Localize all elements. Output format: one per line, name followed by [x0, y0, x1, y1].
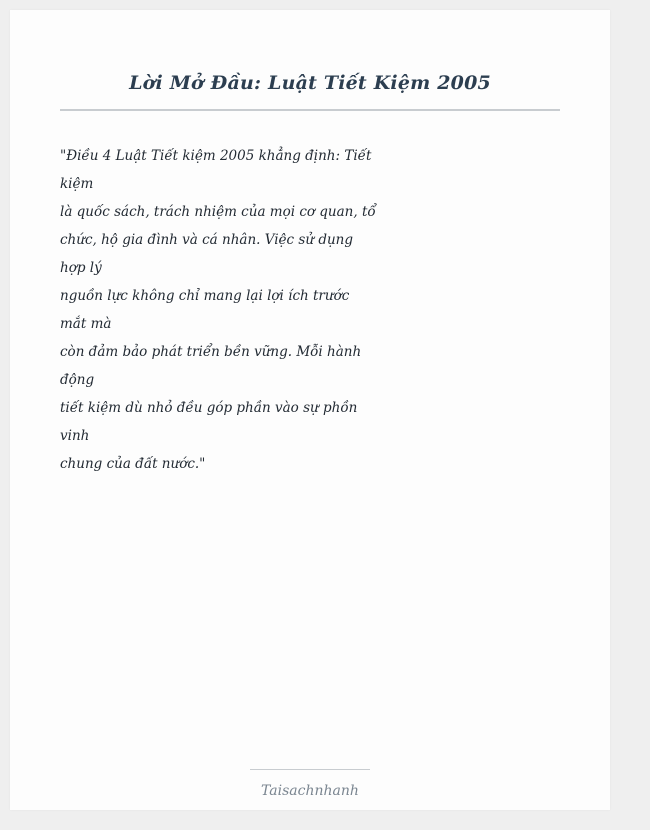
title-divider: [60, 109, 560, 111]
quote-line: động: [60, 372, 95, 388]
quote-line: hợp lý: [60, 260, 102, 276]
footer-credit: Taisachnhanh: [261, 783, 359, 799]
quote-line: tiết kiệm dù nhỏ đều góp phần vào sự phồn: [60, 400, 358, 416]
quote-line: còn đảm bảo phát triển bền vững. Mỗi hành: [60, 344, 362, 360]
quote-line: mắt mà: [60, 316, 112, 332]
footer-divider: [250, 769, 370, 770]
quote-line: chung của đất nước.": [60, 456, 206, 472]
quote-body: [60, 142, 380, 478]
document-page: [10, 10, 610, 810]
quote-line: nguồn lực không chỉ mang lại lợi ích trước: [60, 288, 350, 304]
page-title: Lời Mở Đầu: Luật Tiết Kiệm 2005: [129, 72, 491, 94]
quote-line: chức, hộ gia đình và cá nhân. Việc sử dụng: [60, 232, 353, 248]
quote-line: vinh: [60, 428, 90, 444]
quote-line: kiệm: [60, 176, 94, 192]
quote-line: "Điều 4 Luật Tiết kiệm 2005 khẳng định: Tiết: [60, 148, 372, 164]
quote-line: là quốc sách, trách nhiệm của mọi cơ quan, tổ: [60, 204, 376, 220]
